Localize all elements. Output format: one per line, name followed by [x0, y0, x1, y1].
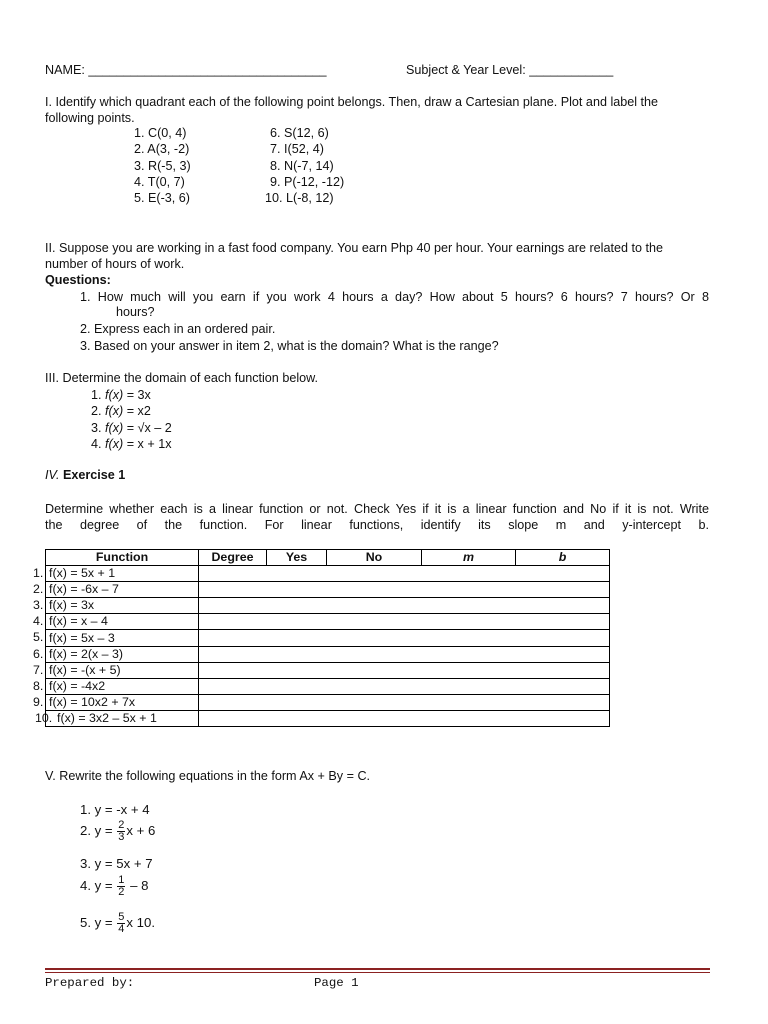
- column-header: m: [422, 550, 516, 566]
- domain-function-list: [91, 387, 172, 452]
- column-header: Degree: [199, 550, 267, 566]
- fraction: $\frac{2}{3}$: [118, 819, 125, 843]
- column-header: No: [327, 550, 422, 566]
- question-2: 2. Express each in an ordered pair.: [80, 322, 276, 336]
- point-item: 4. T(0, 7): [134, 174, 185, 189]
- answer-cell[interactable]: [199, 662, 610, 678]
- table-row: [46, 630, 610, 646]
- question-3: 3. Based on your answer in item 2, what is the domain? What is the range?: [80, 339, 499, 353]
- part4-instruction-line2: the degree of the function. For linear functions, identify its slope m and y-intercept b.: [45, 518, 709, 532]
- point-item: 5. E(-3, 6): [134, 191, 190, 206]
- function-cell: 7. f(x) = -(x + 5): [46, 662, 199, 678]
- function-cell: 3. f(x) = 3x: [46, 598, 199, 614]
- questions-label: Questions:: [45, 273, 111, 287]
- point-item: 3. R(-5, 3): [134, 158, 191, 173]
- part4-heading: IV. Exercise 1: [45, 468, 126, 482]
- part4-instruction-line1: Determine whether each is a linear function or not. Check Yes if it is a linear function and No if it is not. Write: [45, 502, 709, 516]
- table-row: [46, 614, 610, 630]
- fraction: $\frac{1}{2}$: [118, 874, 125, 898]
- question-1: 1. How much will you earn if you work 4 hours a day? How about 5 hours? 6 hours? 7 hours? Or 8: [80, 290, 709, 304]
- question-1-continued: hours?: [116, 305, 155, 319]
- table-row: [46, 678, 610, 694]
- prepared-by-label: Prepared by:: [45, 976, 135, 990]
- page-number: Page 1: [314, 976, 359, 990]
- equation-2: 2. y = $\frac{2}{3}$ x + 6: [80, 819, 156, 843]
- table-row: [46, 598, 610, 614]
- equation-3: 3. y = 5x + 7: [80, 856, 153, 871]
- table-row: [46, 582, 610, 598]
- function-cell: 2. f(x) = -6x – 7: [46, 582, 199, 598]
- point-item: 2. A(3, -2): [134, 142, 190, 157]
- column-header: Yes: [267, 550, 327, 566]
- table-header-row: [46, 550, 610, 566]
- equation-5: 5. y = $\frac{5}{4}$ x 10.: [80, 911, 156, 935]
- table-row: [46, 710, 610, 726]
- table-row: [46, 694, 610, 710]
- answer-cell[interactable]: [199, 646, 610, 662]
- table-row: [46, 646, 610, 662]
- linear-function-table: [33, 549, 610, 727]
- answer-cell[interactable]: [199, 678, 610, 694]
- answer-cell[interactable]: [199, 710, 610, 726]
- table-row: [46, 662, 610, 678]
- footer-rule-thin: [45, 972, 710, 973]
- domain-item: 4. f(x) = x + 1x: [91, 436, 172, 451]
- domain-item: 2. f(x) = x2: [91, 404, 151, 419]
- function-cell: 4. f(x) = x – 4: [46, 614, 199, 630]
- equation-1: 1. y = -x + 4: [80, 802, 150, 817]
- fraction: $\frac{5}{4}$: [118, 911, 125, 935]
- function-cell: 5. f(x) = 5x – 3: [46, 630, 199, 646]
- function-cell: 10. f(x) = 3x2 – 5x + 1: [46, 710, 199, 726]
- part2-instruction: II. Suppose you are working in a fast food company. You earn Php 40 per hour. Your earnings are related to the number of hours of work.: [45, 241, 663, 271]
- function-cell: 6. f(x) = 2(x – 3): [46, 646, 199, 662]
- part3-instruction: III. Determine the domain of each function below.: [45, 371, 319, 385]
- point-item: 9. P(-12, -12): [270, 174, 345, 189]
- point-item: 8. N(-7, 14): [270, 158, 334, 173]
- equation-4: 4. y = $\frac{1}{2}$ – 8: [80, 874, 149, 898]
- answer-cell[interactable]: [199, 614, 610, 630]
- name-field-label: NAME: __________________________________: [45, 63, 327, 77]
- function-cell: 9. f(x) = 10x2 + 7x: [46, 694, 199, 710]
- point-item: 1. C(0, 4): [134, 126, 187, 140]
- part5-instruction: V. Rewrite the following equations in the form Ax + By = C.: [45, 769, 371, 783]
- subject-year-field-label: Subject & Year Level: ____________: [406, 63, 614, 77]
- domain-item: 1. f(x) = 3x: [91, 388, 151, 402]
- table-row: [46, 566, 610, 582]
- column-header: Function: [46, 550, 199, 566]
- answer-cell[interactable]: [199, 630, 610, 646]
- answer-cell[interactable]: [199, 694, 610, 710]
- part1-instruction: I. Identify which quadrant each of the following point belongs. Then, draw a Cartesian plane. Plot and label the following points.: [45, 95, 659, 125]
- point-item: 6. S(12, 6): [270, 126, 329, 140]
- domain-item: 3. f(x) = √x – 2: [91, 420, 172, 435]
- function-cell: 8. f(x) = -4x2: [46, 678, 199, 694]
- answer-cell[interactable]: [199, 598, 610, 614]
- answer-cell[interactable]: [199, 582, 610, 598]
- point-item: 10. L(-8, 12): [265, 191, 334, 206]
- answer-cell[interactable]: [199, 566, 610, 582]
- point-item: 7. I(52, 4): [270, 142, 324, 157]
- column-header: b: [516, 550, 610, 566]
- footer-rule-thick: [45, 968, 710, 970]
- function-cell: 1. f(x) = 5x + 1: [46, 566, 199, 582]
